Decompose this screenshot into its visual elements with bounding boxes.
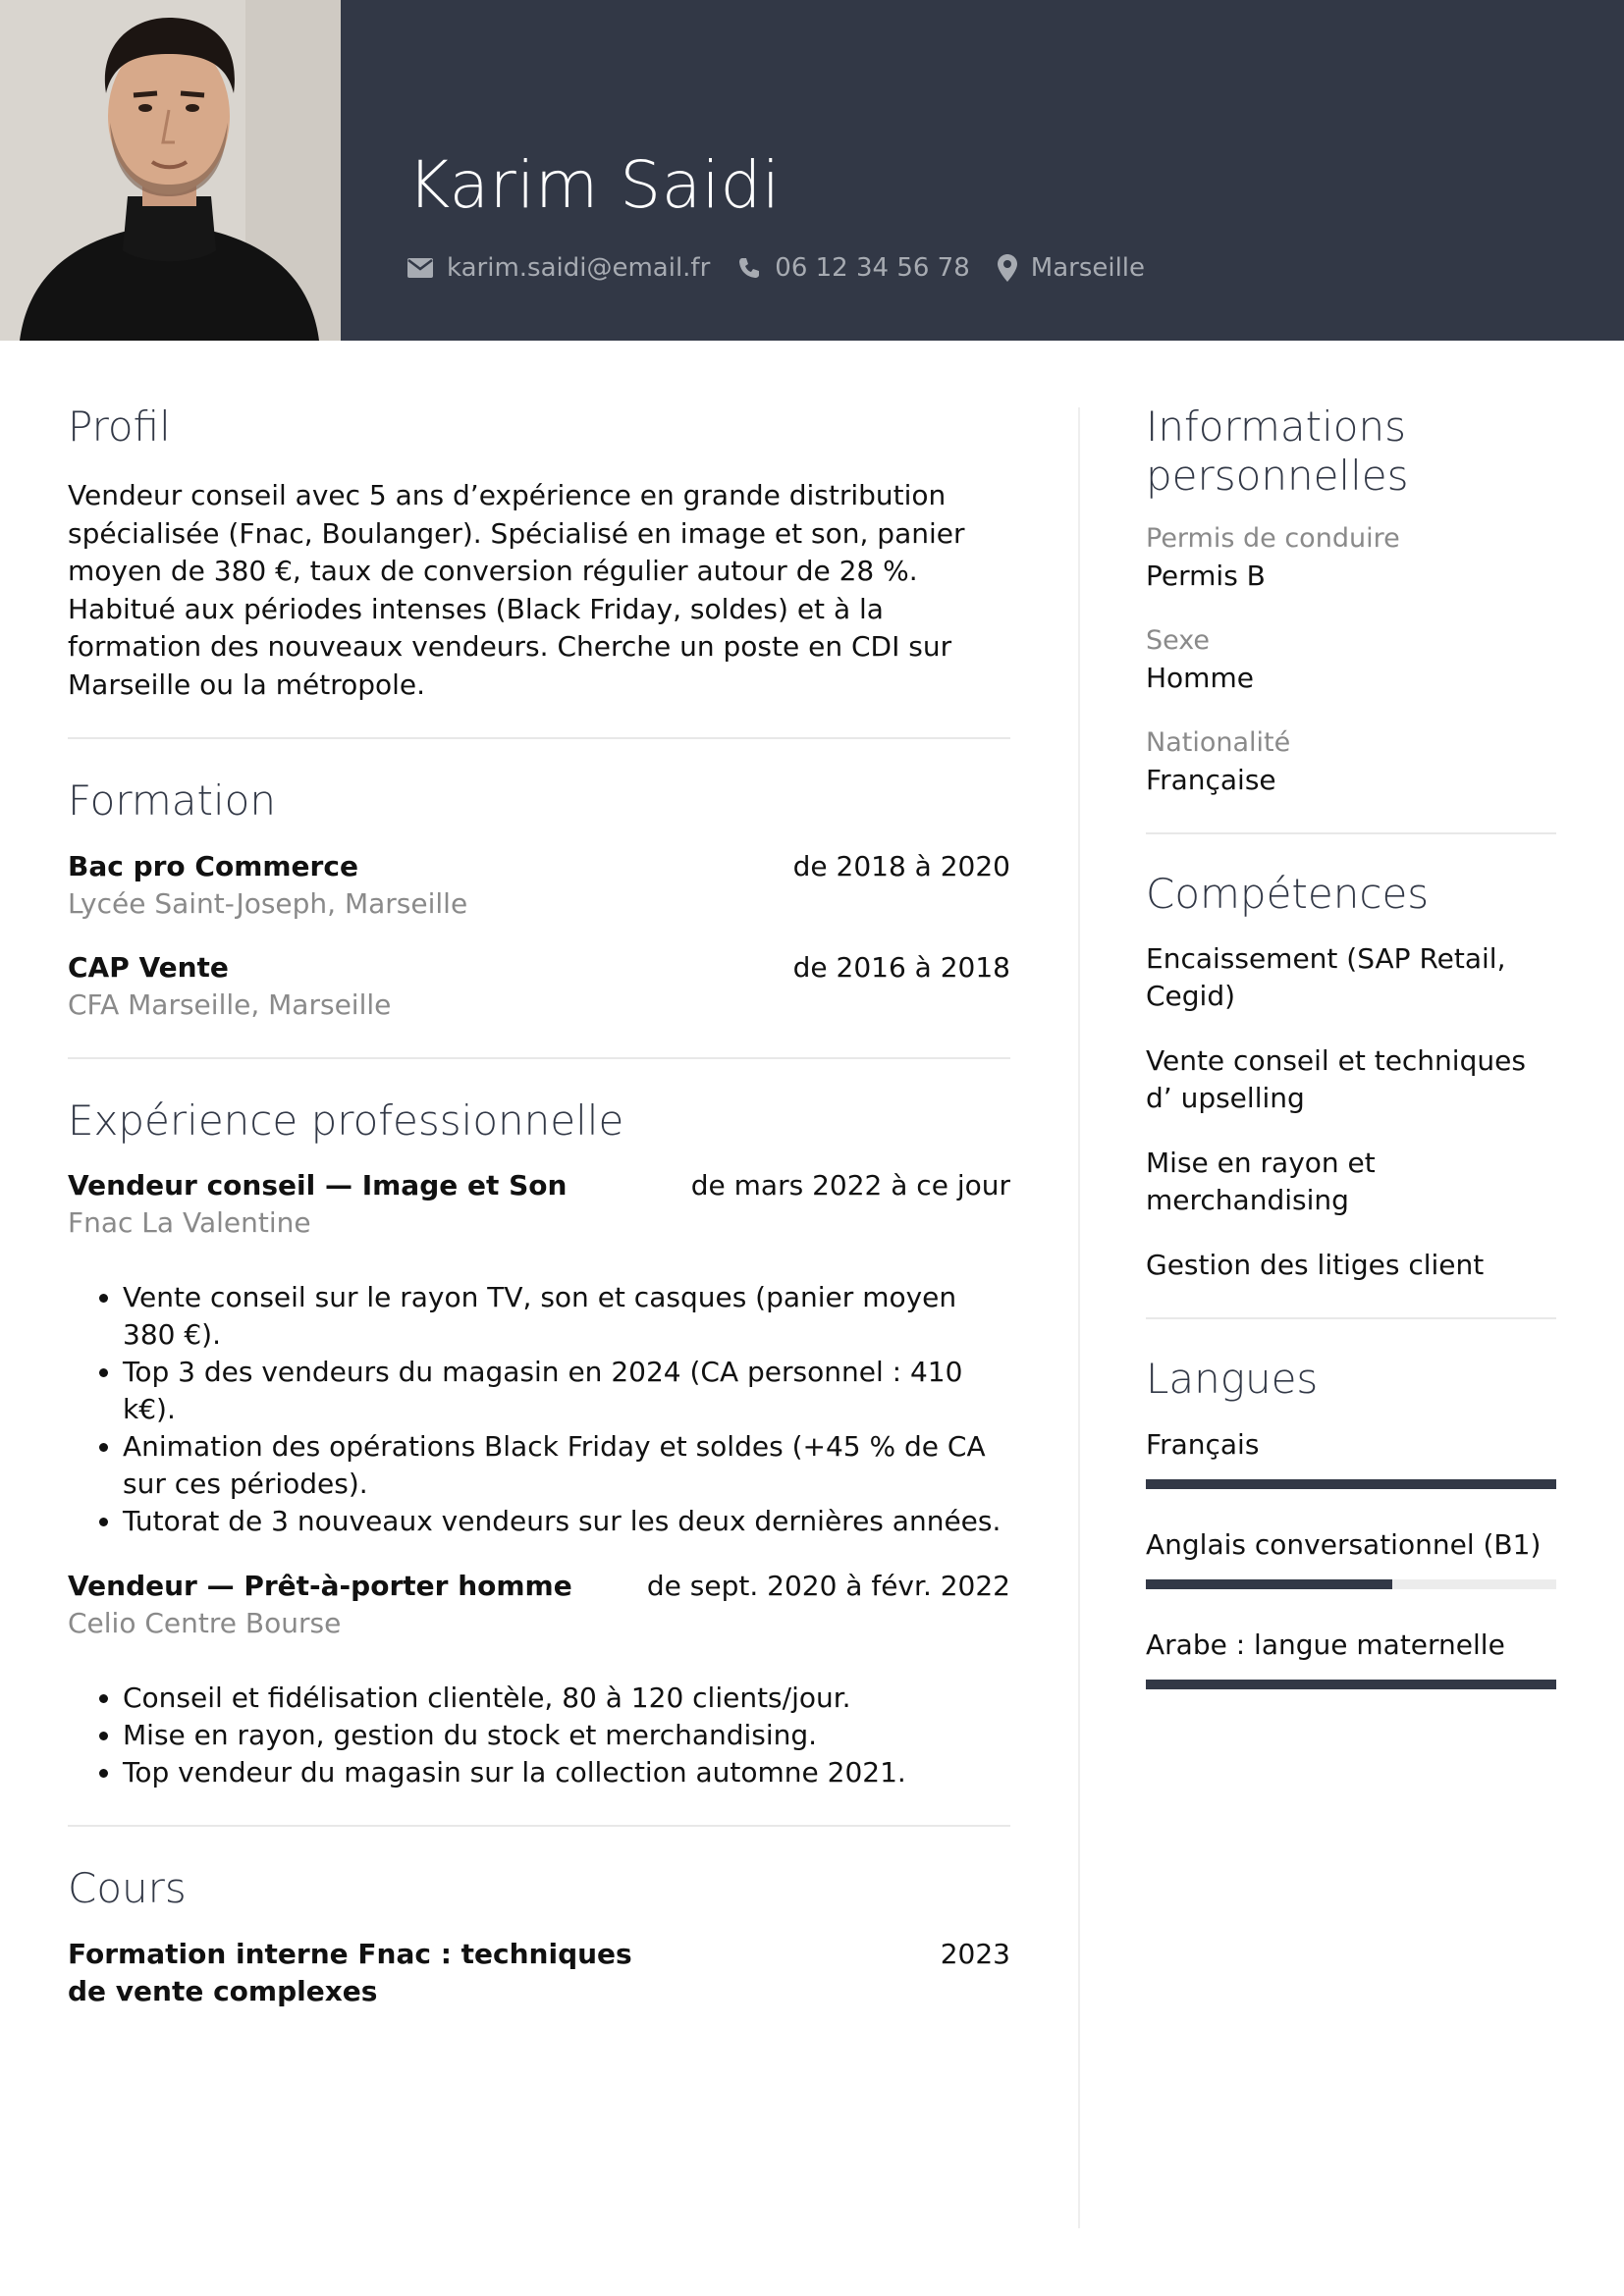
experience-title: Expérience professionnelle: [68, 1095, 624, 1145]
language-item: [1146, 1426, 1556, 1489]
experience-company: Celio Centre Bourse: [68, 1607, 342, 1640]
formation-school: CFA Marseille, Marseille: [68, 988, 392, 1021]
formation-degree: CAP Vente: [68, 950, 229, 984]
language-name: Arabe : langue maternelle: [1146, 1628, 1505, 1661]
section-divider: [68, 1825, 1010, 1827]
contact-phone[interactable]: [737, 253, 969, 283]
language-name: Français: [1146, 1427, 1260, 1461]
info-item: [1146, 724, 1556, 799]
experience-dates: de sept. 2020 à févr. 2022: [646, 1570, 1010, 1603]
profil-section: [68, 402, 1010, 704]
formation-school: Lycée Saint-Joseph, Marseille: [68, 886, 468, 920]
language-name: Anglais conversationnel (B1): [1146, 1527, 1542, 1561]
phone-icon: [737, 256, 761, 280]
list-item: • Tutorat de 3 nouveaux vendeurs sur les deux dernières années.: [123, 1503, 1010, 1540]
language-level-bar: [1146, 1680, 1556, 1689]
formation-entry: [68, 848, 1010, 923]
experience-role: Vendeur conseil — Image et Son: [68, 1169, 568, 1202]
info-value: Homme: [1146, 662, 1254, 694]
info-label: Permis de conduire: [1146, 523, 1400, 554]
envelope-icon: [407, 258, 433, 278]
info-value: Permis B: [1146, 560, 1266, 592]
langues-section: [1146, 1355, 1556, 1688]
column-divider: [1078, 407, 1080, 2228]
cours-section: [68, 1864, 1010, 2009]
formation-section: [68, 776, 1010, 1023]
formation-dates: de 2016 à 2018: [792, 950, 1010, 984]
experience-dates: de mars 2022 à ce jour: [690, 1169, 1010, 1202]
profile-photo-image: [0, 0, 341, 341]
formation-dates: de 2018 à 2020: [792, 849, 1010, 882]
map-pin-icon: [998, 254, 1017, 282]
list-item: • Mise en rayon, gestion du stock et merchandising.: [123, 1717, 1010, 1754]
experience-entry: [68, 1167, 1010, 1540]
info-value: Française: [1146, 764, 1276, 796]
candidate-name: Karim Saidi: [407, 147, 781, 223]
formation-degree: Bac pro Commerce: [68, 849, 358, 882]
langues-title: Langues: [1146, 1355, 1319, 1404]
cours-date: 2023: [940, 1937, 1010, 1970]
section-divider: [68, 1057, 1010, 1059]
cours-title: Cours: [68, 1864, 187, 1913]
list-item: • Top 3 des vendeurs du magasin en 2024 (CA personnel : 410 k€).: [123, 1354, 1010, 1428]
list-item: • Animation des opérations Black Friday et soldes (+45 % de CA sur ces périodes).: [123, 1428, 1010, 1503]
infos-section: [1146, 402, 1556, 799]
skill-item: Vente conseil et techniques d’ upselling: [1146, 1044, 1526, 1115]
profil-text: Vendeur conseil avec 5 ans d’expérience en grande distribution spécialisée (Fnac, Boulanger). Spécialisé en image et son, panier moyen de 380 €, taux de conversion régulier autour de 28 %. Habitué aux périodes intenses (Black Friday, soldes) et à la formation des nouveaux vendeurs. Cherche un poste en CDI sur Marseille ou la métropole.: [68, 479, 965, 701]
formation-entry: [68, 949, 1010, 1024]
profil-title: Profil: [68, 402, 171, 451]
language-level-bar: [1146, 1479, 1556, 1489]
skill-item: Mise en rayon et merchandising: [1146, 1147, 1376, 1217]
experience-bullets: [68, 1279, 1010, 1540]
profile-photo: [0, 0, 341, 341]
contact-location: [998, 253, 1145, 283]
language-level-fill: [1146, 1680, 1556, 1689]
email-text: karim.saidi@email.fr: [447, 253, 711, 283]
section-divider: [68, 737, 1010, 739]
infos-title: Informations personnelles: [1146, 402, 1409, 500]
header-banner: [0, 0, 1624, 341]
competences-title: Compétences: [1146, 870, 1430, 918]
contact-bar: [407, 253, 1172, 283]
skill-item: Encaissement (SAP Retail, Cegid): [1146, 942, 1506, 1013]
experience-bullets: [68, 1680, 1010, 1791]
list-item: • Conseil et fidélisation clientèle, 80 à 120 clients/jour.: [123, 1680, 1010, 1717]
language-level-fill: [1146, 1479, 1556, 1489]
phone-text: 06 12 34 56 78: [775, 253, 970, 283]
formation-title: Formation: [68, 776, 276, 826]
language-level-bar: [1146, 1579, 1556, 1589]
experience-section: [68, 1096, 1010, 1791]
language-item: [1146, 1627, 1556, 1689]
info-item: [1146, 622, 1556, 697]
competences-section: [1146, 870, 1556, 1284]
info-item: [1146, 520, 1556, 595]
sidebar-column: [1146, 402, 1556, 1689]
experience-entry: [68, 1568, 1010, 1791]
location-text: Marseille: [1030, 253, 1146, 283]
language-item: [1146, 1526, 1556, 1589]
main-column: [68, 402, 1010, 2010]
list-item: • Vente conseil sur le rayon TV, son et casques (panier moyen 380 €).: [123, 1279, 1010, 1354]
contact-email[interactable]: [407, 253, 710, 283]
list-item: • Top vendeur du magasin sur la collection automne 2021.: [123, 1754, 1010, 1791]
info-label: Sexe: [1146, 625, 1211, 656]
cours-name: Formation interne Fnac : techniques de vente complexes: [68, 1937, 632, 2007]
language-level-fill: [1146, 1579, 1392, 1589]
section-divider: [1146, 1317, 1556, 1319]
cours-entry: [68, 1936, 1010, 2010]
info-label: Nationalité: [1146, 727, 1291, 758]
experience-role: Vendeur — Prêt-à-porter homme: [68, 1570, 572, 1603]
experience-company: Fnac La Valentine: [68, 1206, 311, 1240]
skill-item: Gestion des litiges client: [1146, 1249, 1485, 1282]
section-divider: [1146, 832, 1556, 834]
